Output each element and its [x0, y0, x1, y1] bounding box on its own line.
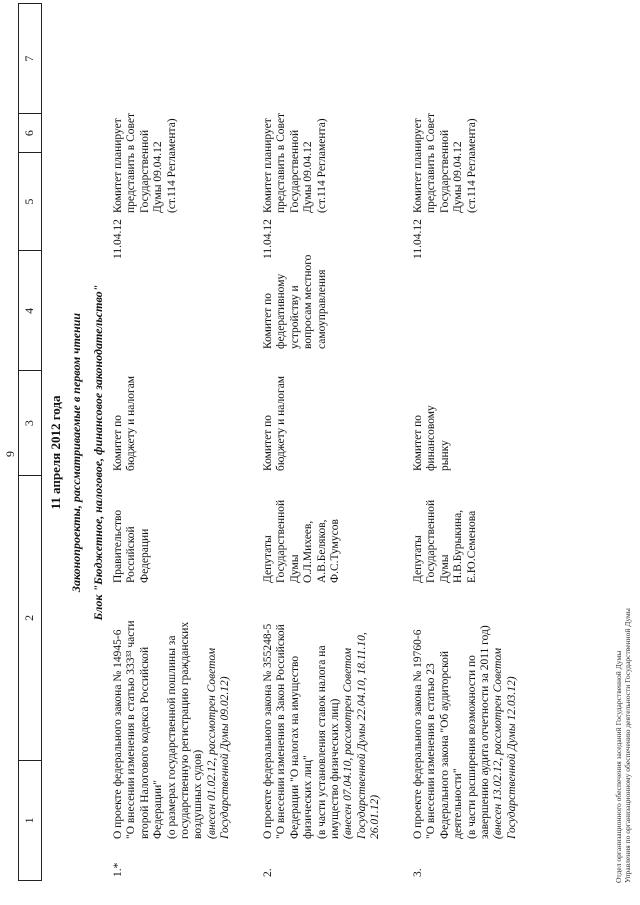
review-date [412, 215, 425, 259]
review-date-text: 11.04.12 [262, 219, 274, 259]
committee-decision [412, 79, 479, 213]
responsible-committee [262, 353, 289, 471]
committee-decision-line: (ст.114 Регламента) [465, 118, 478, 213]
co-committee-line: вопросам местного [302, 254, 315, 349]
column-number: 6 [19, 113, 41, 152]
initiator-line: А.В.Беляков, [315, 519, 328, 583]
initiator-line: Ф.С.Тумусов [329, 519, 342, 583]
co-committee [262, 251, 329, 349]
committee-decision-line: представить в Совет [125, 112, 138, 213]
column-number: 1 [19, 760, 41, 880]
description-line: деятельности" [452, 768, 465, 839]
committee-decision-line: представить в Совет [425, 112, 438, 213]
footer [614, 608, 632, 883]
committee-decision-line: представить в Совет [275, 112, 288, 213]
description-line: государственную регистрацию гражданских [179, 621, 192, 839]
row-number [262, 847, 275, 877]
description-line: (в части расширения возможности по [465, 655, 478, 839]
row-number [112, 847, 125, 877]
initiator [112, 481, 152, 583]
committee-decision [262, 79, 329, 213]
responsible-committee-line: финансовому [425, 405, 438, 471]
description-line: физических лиц" [302, 755, 315, 839]
committee-decision-line: Думы 09.04.12 [152, 141, 165, 213]
description-line: воздушных судов) [192, 749, 205, 839]
description-line: Федерального закона "Об аудиторской [438, 650, 451, 839]
note-line: (внесен 13.02.12, рассмотрен Советом [492, 647, 505, 839]
responsible-committee-line: бюджету и налогам [125, 375, 138, 471]
committee-decision-line: Думы 09.04.12 [302, 141, 315, 213]
footer-line: Отдел организационного обеспечения заседаний Государственной Думы [614, 650, 623, 883]
initiator-line: О.Л.Михеев, [302, 520, 315, 583]
initiator [262, 481, 342, 583]
review-date-text: 11.04.12 [112, 219, 124, 259]
description-line: О проекте федерального закона № 355248-5 [262, 623, 274, 839]
initiator-line: Н.В.Бурыкина, [452, 509, 465, 583]
row-number-text: 1.* [112, 862, 124, 877]
date-heading: 11 апреля 2012 года [48, 395, 63, 510]
committee-decision-line: Комитет планирует [262, 118, 274, 213]
responsible-committee-line: Комитет по [262, 415, 274, 471]
description-line: завершению аудита отчетности за 2011 год) [479, 625, 492, 839]
footer-line: Управления по организационному обеспечению деятельности Государственной Думы [623, 608, 632, 883]
note-line: Государственной Думы 12.03.12) [505, 676, 518, 839]
initiator-line: Федерации [138, 528, 151, 583]
note-line: (внесен 07.04.10, рассмотрен Советом [342, 647, 355, 839]
note-line: Государственной Думы 22.04.10, 18.11.10, [355, 632, 368, 839]
initiator-line: Е.Ю.Семенова [465, 510, 478, 583]
co-committee-line: федеративному [275, 273, 288, 349]
bill-description [412, 569, 519, 839]
committee-decision-line: Государственной [438, 129, 451, 213]
description-line: (о размерах государственной пошлины за [165, 635, 178, 839]
committee-decision-line: Комитет планирует [112, 118, 124, 213]
column-number: 2 [19, 475, 41, 760]
column-number-header [18, 3, 42, 881]
note-line: Государственной Думы 09.02.12) [219, 676, 232, 839]
committee-decision-line: (ст.114 Регламента) [315, 118, 328, 213]
section-heading: Законопроекты, рассматриваемые в первом чтении [69, 312, 83, 593]
description-line: "О внесении изменения в статью 333³³ части [125, 620, 138, 839]
column-number: 3 [19, 371, 41, 475]
committee-decision-line: (ст.114 Регламента) [165, 118, 178, 213]
description-line: Федерации "О налогах на имущество [288, 655, 301, 839]
review-date [262, 215, 275, 259]
review-date-text: 11.04.12 [412, 219, 424, 259]
description-line: второй Налогового кодекса Российской [138, 646, 151, 839]
review-date [112, 215, 125, 259]
row-number-text: 2. [262, 868, 274, 877]
initiator-line: Депутаты [262, 535, 274, 583]
co-committee-line: Комитет по [262, 293, 274, 349]
initiator-line: Депутаты [412, 535, 424, 583]
initiator-line: Думы [438, 554, 451, 583]
co-committee-line: самоуправления [315, 269, 328, 349]
description-line: О проекте федерального закона № 14945-6 [112, 629, 124, 839]
description-line: имущество физических лиц) [329, 698, 342, 839]
initiator-line: Правительство [112, 509, 124, 583]
responsible-committee-line: рынку [438, 440, 451, 471]
page-number: 9 [3, 451, 17, 457]
column-number: 5 [19, 152, 41, 250]
committee-decision-line: Думы 09.04.12 [452, 141, 465, 213]
committee-decision-line: Государственной [288, 129, 301, 213]
note-line: (внесен 01.02.12, рассмотрен Советом [205, 647, 218, 839]
description-line: "О внесении изменения в Закон Российской [275, 624, 288, 839]
bill-description [112, 569, 233, 839]
committee-decision-line: Комитет планирует [412, 118, 424, 213]
description-line: О проекте федерального закона № 19760-6 [412, 629, 424, 839]
column-number: 7 [22, 55, 37, 62]
description-line: (в части установления ставок налога на [315, 645, 328, 839]
column-number: 4 [19, 250, 41, 370]
committee-decision-line: Государственной [138, 129, 151, 213]
bill-description [262, 569, 383, 839]
initiator-line: Государственной [425, 499, 438, 583]
description-line: "О внесении изменения в статью 23 [425, 663, 438, 839]
initiator [412, 481, 479, 583]
description-line: Федерации" [152, 779, 165, 839]
initiator-line: Думы [288, 554, 301, 583]
responsible-committee-line: Комитет по [112, 415, 124, 471]
responsible-committee [412, 353, 452, 471]
responsible-committee-line: бюджету и налогам [275, 375, 288, 471]
block-heading: Блок "Бюджетное, налоговое, финансовое законодательство" [91, 284, 105, 621]
row-number-text: 3. [412, 868, 424, 877]
row-number [412, 847, 425, 877]
note-line: 26.01.12) [369, 794, 382, 839]
responsible-committee-line: Комитет по [412, 415, 424, 471]
responsible-committee [112, 353, 139, 471]
committee-decision [112, 79, 179, 213]
co-committee-line: устройству и [288, 285, 301, 349]
initiator-line: Государственной [275, 499, 288, 583]
initiator-line: Российской [125, 526, 138, 583]
